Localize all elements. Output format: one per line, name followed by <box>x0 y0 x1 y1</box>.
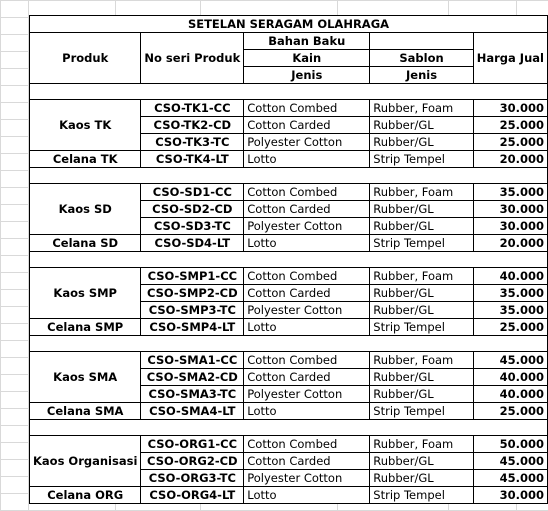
harga-cell[interactable]: 45.000 <box>473 470 547 487</box>
harga-cell[interactable]: 45.000 <box>473 352 547 369</box>
product-kaos-cell[interactable]: Kaos TK <box>30 100 141 151</box>
kain-cell[interactable]: Lotto <box>244 487 370 504</box>
harga-cell[interactable]: 50.000 <box>473 436 547 453</box>
spacer-cell[interactable] <box>30 168 548 184</box>
header-empty[interactable] <box>370 33 473 50</box>
serial-cell[interactable]: CSO-SMA3-TC <box>141 386 244 403</box>
kain-cell[interactable]: Polyester Cotton <box>244 302 370 319</box>
header-jenis-sablon[interactable]: Jenis <box>370 67 473 84</box>
product-celana-cell[interactable]: Celana TK <box>30 151 141 168</box>
kain-cell[interactable]: Cotton Combed <box>244 184 370 201</box>
harga-cell[interactable]: 20.000 <box>473 235 547 252</box>
spacer-row <box>30 336 548 352</box>
serial-cell[interactable]: CSO-SD2-CD <box>141 201 244 218</box>
serial-cell[interactable]: CSO-SD3-TC <box>141 218 244 235</box>
serial-cell[interactable]: CSO-TK2-CD <box>141 117 244 134</box>
serial-cell[interactable]: CSO-TK1-CC <box>141 100 244 117</box>
header-no-seri[interactable]: No seri Produk <box>141 33 244 84</box>
header-produk[interactable]: Produk <box>30 33 141 84</box>
sablon-cell[interactable]: Rubber/GL <box>370 453 473 470</box>
kain-cell[interactable]: Lotto <box>244 403 370 420</box>
kain-cell[interactable]: Polyester Cotton <box>244 134 370 151</box>
spacer-cell[interactable] <box>30 84 548 100</box>
harga-cell[interactable]: 35.000 <box>473 184 547 201</box>
table-row <box>30 151 548 168</box>
serial-cell[interactable]: CSO-SMA4-LT <box>141 403 244 420</box>
kain-cell[interactable]: Cotton Combed <box>244 436 370 453</box>
price-table <box>29 15 548 504</box>
sablon-cell[interactable]: Strip Tempel <box>370 487 473 504</box>
sablon-cell[interactable]: Rubber, Foam <box>370 184 473 201</box>
sablon-cell[interactable]: Rubber/GL <box>370 117 473 134</box>
table-row <box>30 235 548 252</box>
spacer-cell[interactable] <box>30 252 548 268</box>
kain-cell[interactable]: Cotton Carded <box>244 285 370 302</box>
kain-cell[interactable]: Lotto <box>244 319 370 336</box>
harga-cell[interactable]: 25.000 <box>473 403 547 420</box>
sablon-cell[interactable]: Rubber/GL <box>370 285 473 302</box>
header-jenis-kain[interactable]: Jenis <box>244 67 370 84</box>
serial-cell[interactable]: CSO-SMP3-TC <box>141 302 244 319</box>
sablon-cell[interactable]: Rubber, Foam <box>370 436 473 453</box>
sablon-cell[interactable]: Rubber, Foam <box>370 100 473 117</box>
table-row <box>30 352 548 369</box>
sablon-cell[interactable]: Strip Tempel <box>370 235 473 252</box>
kain-cell[interactable]: Polyester Cotton <box>244 386 370 403</box>
harga-cell[interactable]: 40.000 <box>473 369 547 386</box>
header-harga[interactable]: Harga Jual <box>473 33 547 84</box>
kain-cell[interactable]: Cotton Combed <box>244 268 370 285</box>
kain-cell[interactable]: Polyester Cotton <box>244 470 370 487</box>
serial-cell[interactable]: CSO-SMP4-LT <box>141 319 244 336</box>
kain-cell[interactable]: Cotton Combed <box>244 100 370 117</box>
table-row <box>30 319 548 336</box>
kain-cell[interactable]: Lotto <box>244 235 370 252</box>
harga-cell[interactable]: 40.000 <box>473 386 547 403</box>
sablon-cell[interactable]: Strip Tempel <box>370 403 473 420</box>
serial-cell[interactable]: CSO-TK4-LT <box>141 151 244 168</box>
sablon-cell[interactable]: Rubber/GL <box>370 218 473 235</box>
harga-cell[interactable]: 25.000 <box>473 134 547 151</box>
product-kaos-cell[interactable]: Kaos Organisasi <box>30 436 141 487</box>
harga-cell[interactable]: 35.000 <box>473 285 547 302</box>
kain-cell[interactable]: Polyester Cotton <box>244 218 370 235</box>
table-row <box>30 100 548 117</box>
sablon-cell[interactable]: Rubber, Foam <box>370 352 473 369</box>
spacer-row <box>30 252 548 268</box>
product-kaos-cell[interactable]: Kaos SMA <box>30 352 141 403</box>
harga-cell[interactable]: 30.000 <box>473 218 547 235</box>
table-row <box>30 268 548 285</box>
sablon-cell[interactable]: Strip Tempel <box>370 151 473 168</box>
serial-cell[interactable]: CSO-ORG4-LT <box>141 487 244 504</box>
serial-cell[interactable]: CSO-ORG3-TC <box>141 470 244 487</box>
table-row <box>30 487 548 504</box>
serial-cell[interactable]: CSO-SMA1-CC <box>141 352 244 369</box>
serial-cell[interactable]: CSO-SMP2-CD <box>141 285 244 302</box>
sablon-cell[interactable]: Rubber, Foam <box>370 268 473 285</box>
sablon-cell[interactable]: Rubber/GL <box>370 302 473 319</box>
harga-cell[interactable]: 30.000 <box>473 487 547 504</box>
serial-cell[interactable]: CSO-SD4-LT <box>141 235 244 252</box>
harga-cell[interactable]: 40.000 <box>473 268 547 285</box>
harga-cell[interactable]: 35.000 <box>473 302 547 319</box>
serial-cell[interactable]: CSO-SD1-CC <box>141 184 244 201</box>
product-kaos-cell[interactable]: Kaos SMP <box>30 268 141 319</box>
sablon-cell[interactable]: Rubber/GL <box>370 386 473 403</box>
kain-cell[interactable]: Cotton Carded <box>244 117 370 134</box>
sablon-cell[interactable]: Rubber/GL <box>370 134 473 151</box>
harga-cell[interactable]: 30.000 <box>473 201 547 218</box>
kain-cell[interactable]: Cotton Carded <box>244 369 370 386</box>
table-row <box>30 184 548 201</box>
spacer-cell[interactable] <box>30 336 548 352</box>
spacer-cell[interactable] <box>30 420 548 436</box>
sablon-cell[interactable]: Rubber/GL <box>370 201 473 218</box>
harga-cell[interactable]: 25.000 <box>473 117 547 134</box>
harga-cell[interactable]: 45.000 <box>473 453 547 470</box>
serial-cell[interactable]: CSO-SMP1-CC <box>141 268 244 285</box>
serial-cell[interactable]: CSO-TK3-TC <box>141 134 244 151</box>
header-bahan-baku[interactable]: Bahan Baku <box>244 33 370 50</box>
table-title[interactable]: SETELAN SERAGAM OLAHRAGA <box>30 16 548 33</box>
kain-cell[interactable]: Cotton Carded <box>244 453 370 470</box>
harga-cell[interactable]: 30.000 <box>473 100 547 117</box>
product-celana-cell[interactable]: Celana SMP <box>30 319 141 336</box>
table-row <box>30 436 548 453</box>
serial-cell[interactable]: CSO-ORG2-CD <box>141 453 244 470</box>
product-celana-cell[interactable]: Celana SD <box>30 235 141 252</box>
harga-cell[interactable]: 25.000 <box>473 319 547 336</box>
sablon-cell[interactable]: Rubber/GL <box>370 369 473 386</box>
table-row <box>30 403 548 420</box>
spacer-row <box>30 420 548 436</box>
header-sablon[interactable]: Sablon <box>370 50 473 67</box>
harga-cell[interactable]: 20.000 <box>473 151 547 168</box>
sablon-cell[interactable]: Strip Tempel <box>370 319 473 336</box>
sablon-cell[interactable]: Rubber/GL <box>370 470 473 487</box>
product-celana-cell[interactable]: Celana ORG <box>30 487 141 504</box>
spacer-row <box>30 84 548 100</box>
header-kain[interactable]: Kain <box>244 50 370 67</box>
kain-cell[interactable]: Cotton Combed <box>244 352 370 369</box>
kain-cell[interactable]: Cotton Carded <box>244 201 370 218</box>
serial-cell[interactable]: CSO-SMA2-CD <box>141 369 244 386</box>
kain-cell[interactable]: Lotto <box>244 151 370 168</box>
spacer-row <box>30 168 548 184</box>
product-celana-cell[interactable]: Celana SMA <box>30 403 141 420</box>
product-kaos-cell[interactable]: Kaos SD <box>30 184 141 235</box>
serial-cell[interactable]: CSO-ORG1-CC <box>141 436 244 453</box>
